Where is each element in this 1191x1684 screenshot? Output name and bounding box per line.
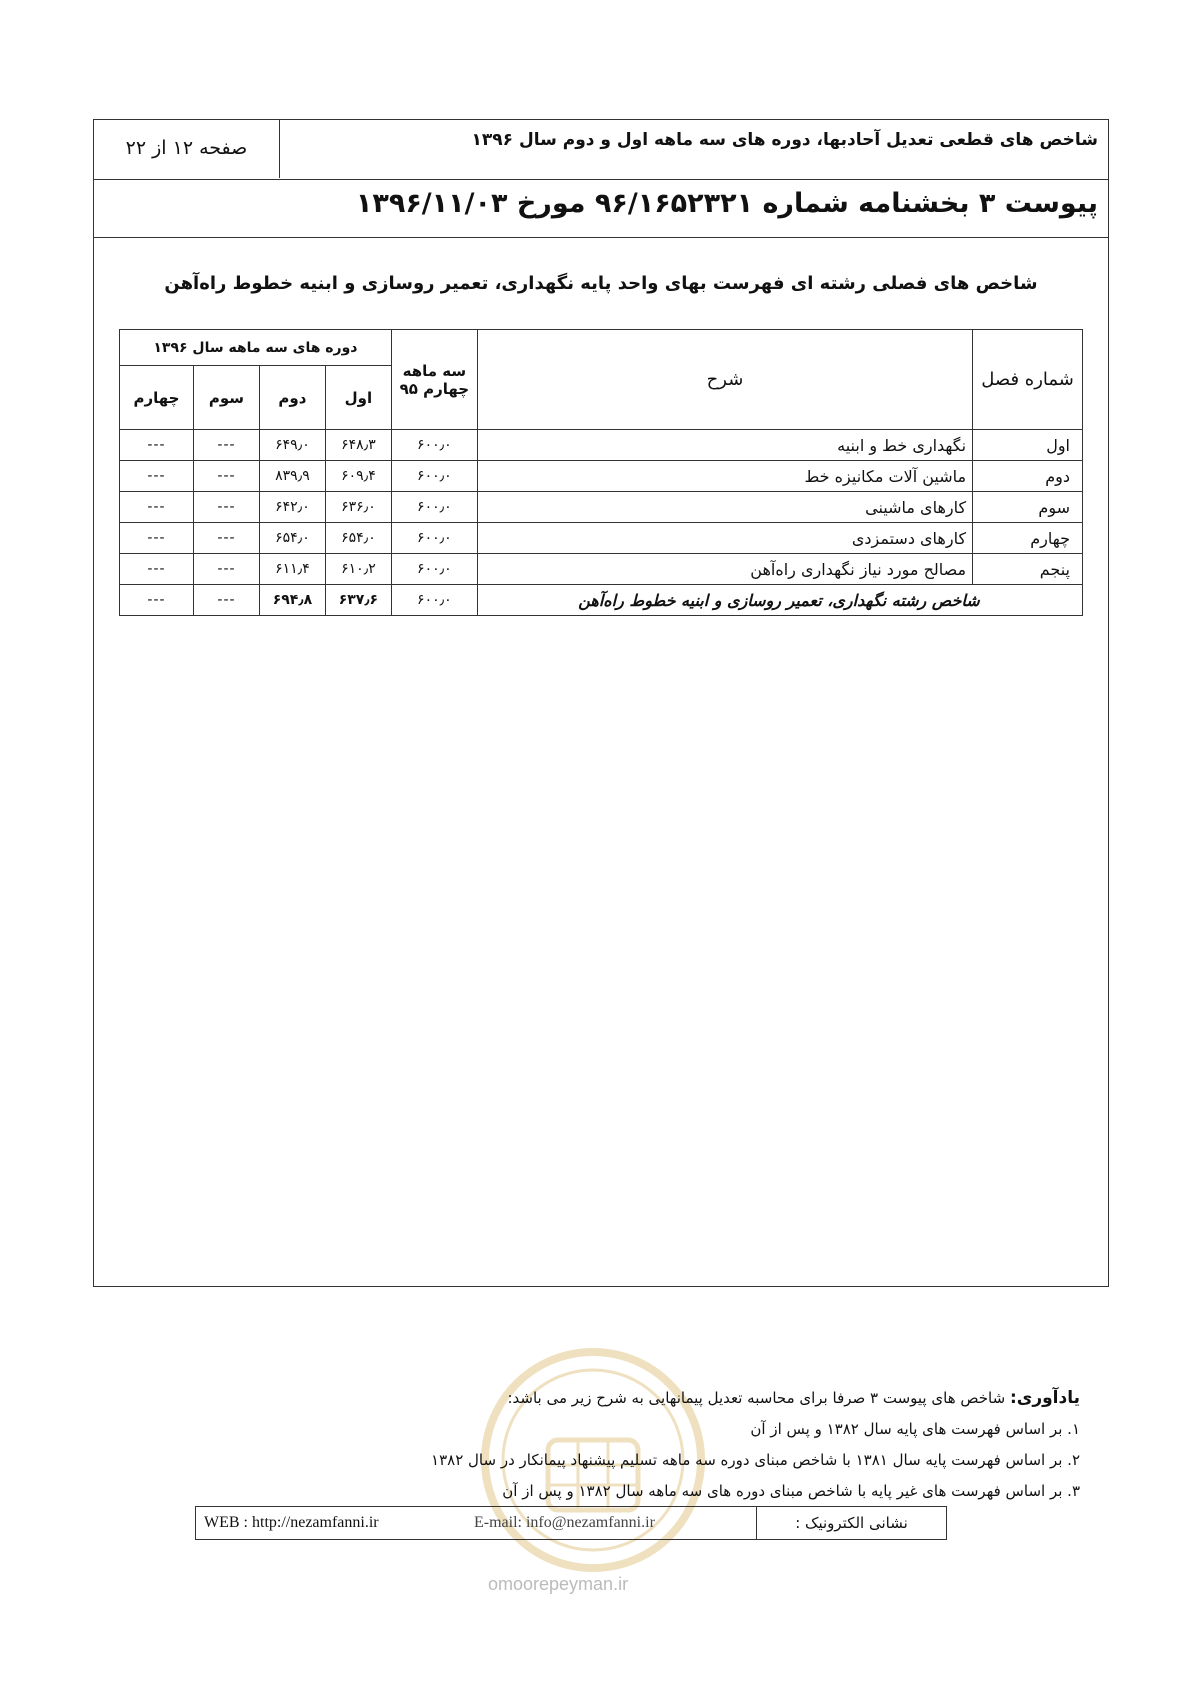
contact-label: نشانی الکترونیک :	[756, 1507, 946, 1539]
cell-q1: ۶۰۹٫۴	[325, 461, 391, 492]
cell-total-q3: ---	[194, 585, 260, 616]
sub-col-q1: اول	[325, 366, 391, 430]
annex-row	[94, 180, 1108, 238]
sub-col-q3: سوم	[194, 366, 260, 430]
col-base-line1: سه ماهه	[402, 361, 467, 380]
cell-base: ۶۰۰٫۰	[391, 461, 477, 492]
table-row	[120, 523, 1083, 554]
table-row	[120, 461, 1083, 492]
page-number: صفحه ۱۲ از ۲۲	[94, 120, 280, 178]
document-frame	[93, 119, 1109, 1287]
watermark-text: omoorepeyman.ir	[488, 1574, 629, 1594]
cell-desc: کارهای ماشینی	[477, 492, 972, 523]
cell-desc: ماشین آلات مکانیزه خط	[477, 461, 972, 492]
cell-total-desc: شاخص رشته نگهداری، تعمیر روسازی و ابنیه خطوط راه‌آهن	[477, 585, 1082, 616]
cell-total-base: ۶۰۰٫۰	[391, 585, 477, 616]
cell-fasl: چهارم	[973, 523, 1083, 554]
cell-q2: ۶۴۲٫۰	[259, 492, 325, 523]
table-row	[120, 492, 1083, 523]
cell-q4: ---	[120, 461, 194, 492]
cell-desc: مصالح مورد نیاز نگهداری راه‌آهن	[477, 554, 972, 585]
reminder-item: ۳. بر اساس فهرست های غیر پایه با شاخص مبنای دوره های سه ماهه سال ۱۳۸۲ و پس از آن	[502, 1482, 1080, 1500]
col-desc-header: شرح	[477, 330, 972, 430]
cell-fasl: دوم	[973, 461, 1083, 492]
col-base-header	[391, 330, 477, 430]
cell-total-q2: ۶۹۴٫۸	[259, 585, 325, 616]
contact-email[interactable]: E-mail: info@nezamfanni.ir	[474, 1514, 655, 1531]
annex-heading: پیوست ۳ بخشنامه شماره ۹۶/۱۶۵۲۳۲۱ مورخ ۱۳۹۶/۱۱/۰۳	[355, 188, 1098, 219]
cell-q1: ۶۱۰٫۲	[325, 554, 391, 585]
reminder-lead: یادآوری:	[1009, 1388, 1080, 1408]
cell-q2: ۶۵۴٫۰	[259, 523, 325, 554]
cell-q3: ---	[194, 430, 260, 461]
cell-fasl: سوم	[973, 492, 1083, 523]
table-row	[120, 430, 1083, 461]
table-row	[120, 554, 1083, 585]
contact-box	[195, 1506, 947, 1540]
cell-q4: ---	[120, 554, 194, 585]
cell-fasl: پنجم	[973, 554, 1083, 585]
cell-q1: ۶۳۶٫۰	[325, 492, 391, 523]
cell-desc: کارهای دستمزدی	[477, 523, 972, 554]
table-header-row	[120, 330, 1083, 366]
cell-q2: ۸۳۹٫۹	[259, 461, 325, 492]
cell-q3: ---	[194, 523, 260, 554]
cell-q3: ---	[194, 461, 260, 492]
cell-q4: ---	[120, 430, 194, 461]
reminder-item: ۲. بر اساس فهرست پایه سال ۱۳۸۱ با شاخص مبنای دوره سه ماهه تسلیم پیشنهاد پیمانکار در سال ۱۳۸۲	[431, 1451, 1080, 1469]
table-total-row	[120, 585, 1083, 616]
cell-q1: ۶۴۸٫۳	[325, 430, 391, 461]
sub-col-q2: دوم	[259, 366, 325, 430]
cell-base: ۶۰۰٫۰	[391, 554, 477, 585]
header-row	[94, 120, 1108, 180]
sub-col-q4: چهارم	[120, 366, 194, 430]
cell-q2: ۶۱۱٫۴	[259, 554, 325, 585]
contact-web[interactable]: WEB : http://nezamfanni.ir	[204, 1514, 379, 1531]
document-title: شاخص های قطعی تعدیل آحادبها، دوره های سه ماهه اول و دوم سال ۱۳۹۶	[471, 130, 1098, 150]
cell-q3: ---	[194, 492, 260, 523]
index-table	[119, 329, 1083, 616]
col-base-line2: چهارم ۹۵	[399, 379, 470, 398]
cell-base: ۶۰۰٫۰	[391, 492, 477, 523]
cell-base: ۶۰۰٫۰	[391, 523, 477, 554]
cell-q3: ---	[194, 554, 260, 585]
cell-q4: ---	[120, 523, 194, 554]
cell-total-q4: ---	[120, 585, 194, 616]
cell-q4: ---	[120, 492, 194, 523]
group-header: دوره های سه ماهه سال ۱۳۹۶	[120, 330, 392, 366]
reminder-item: ۱. بر اساس فهرست های پایه سال ۱۳۸۲ و پس از آن	[750, 1420, 1080, 1438]
cell-desc: نگهداری خط و ابنیه	[477, 430, 972, 461]
cell-total-q1: ۶۳۷٫۶	[325, 585, 391, 616]
cell-base: ۶۰۰٫۰	[391, 430, 477, 461]
col-fasl-header: شماره فصل	[973, 330, 1083, 430]
reminder-intro-line	[320, 1383, 1080, 1414]
cell-q2: ۶۴۹٫۰	[259, 430, 325, 461]
cell-q1: ۶۵۴٫۰	[325, 523, 391, 554]
section-title: شاخص های فصلی رشته ای فهرست بهای واحد پایه نگهداری، تعمیر روسازی و ابنیه خطوط راه‌آهن	[164, 273, 1038, 294]
cell-fasl: اول	[973, 430, 1083, 461]
reminder-note	[320, 1383, 1080, 1507]
reminder-intro: شاخص های پیوست ۳ صرفا برای محاسبه تعدیل پیمانهایی به شرح زیر می باشد:	[507, 1389, 1006, 1407]
